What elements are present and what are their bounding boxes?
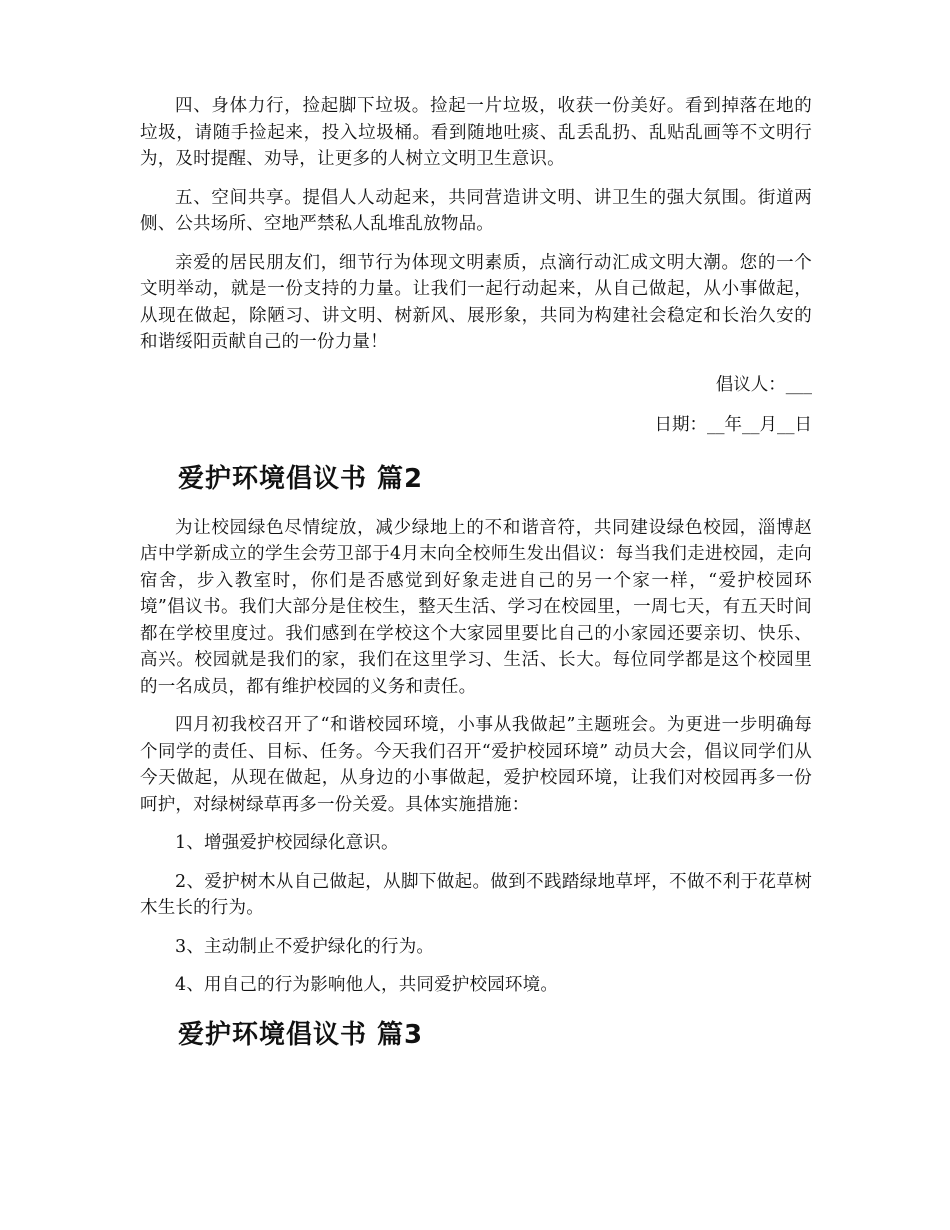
section2-measure-4: 4、用自己的行为影响他人，共同爱护校园环境。 [175,975,559,995]
section-title-2: 爱护环境倡议书 篇2 [178,463,424,494]
paragraph-closing: 亲爱的居民朋友们，细节行为体现文明素质，点滴行动汇成文明大潮。您的一个文明举动，就是一份支持的力量。让我们一起行动起来，从自己做起，从小事做起，从现在做起，除陋习、讲文明、树新风、展形象，共同为构建社会稳定和长治久安的和谐绥阳贡献自己的一份力量！ [140,252,812,352]
section2-paragraph-intro: 为让校园绿色尽情绽放，减少绿地上的不和谐音符，共同建设绿色校园，淄博赵店中学新成立的学生会劳卫部于4月末向全校师生发出倡议：每当我们走进校园，走向宿舍，步入教室时，你们是否感觉到好象走进自己的另一个家一样，“爱护校园环境”倡议书。我们大部分是住校生，整天生活、学习在校园里，一周七天，有五天时间都在学校里度过。我们感到在学校这个大家园里要比自己的小家园还要亲切、快乐、高兴。校园就是我们的家，我们在这里学习、生活、长大。每位同学都是这个校园里的一名成员，都有维护校园的义务和责任。 [140,517,812,697]
section2-measure-1: 1、增强爱护校园绿化意识。 [175,833,399,853]
signature-line: 倡议人：___ [715,374,812,395]
section2-paragraph-meeting: 四月初我校召开了“和谐校园环境，小事从我做起”主题班会。为更进一步明确每个同学的责任、目标、任务。今天我们召开“爱护校园环境” 动员大会，倡议同学们从今天做起，从现在做起，从身边的小事做起，爱护校园环境，让我们对校园再多一份呵护，对绿树绿草再多一份关爱。具体实施措施： [140,715,812,815]
date-line: 日期：__年__月__日 [654,415,812,435]
section2-measure-3: 3、主动制止不爱护绿化的行为。 [175,936,435,957]
paragraph-item-five: 五、空间共享。提倡人人动起来，共同营造讲文明、讲卫生的强大氛围。街道两侧、公共场所、空地严禁私人乱堆乱放物品。 [140,187,812,234]
section-title-3: 爱护环境倡议书 篇3 [178,1019,424,1050]
section2-measure-2: 2、爱护树木从自己做起，从脚下做起。做到不践踏绿地草坪，不做不利于花草树木生长的行为。 [140,871,812,918]
document-page [140,93,812,1071]
paragraph-item-four: 四、身体力行，捡起脚下垃圾。捡起一片垃圾，收获一份美好。看到掉落在地的垃圾，请随手捡起来，投入垃圾桶。看到随地吐痰、乱丢乱扔、乱贴乱画等不文明行为，及时提醒、劝导，让更多的人树立文明卫生意识。 [140,96,812,169]
